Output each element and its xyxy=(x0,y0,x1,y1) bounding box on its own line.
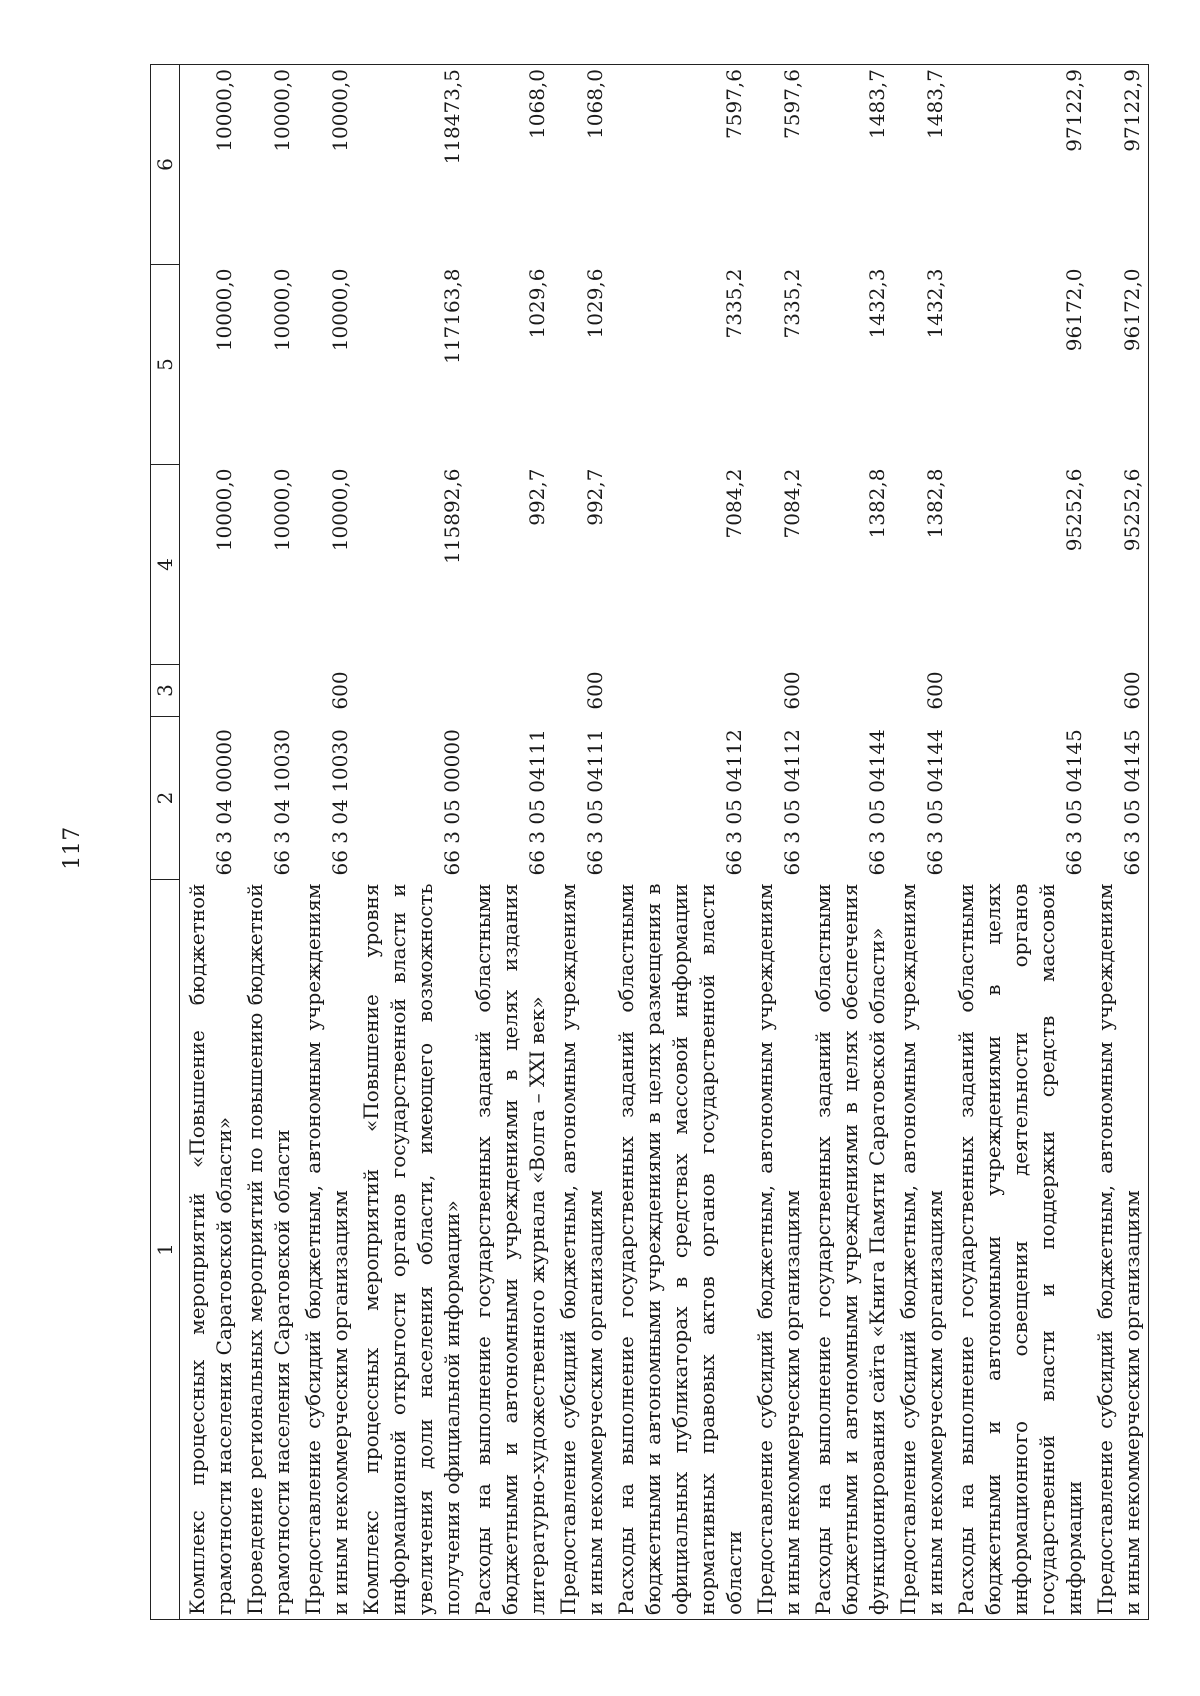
row-value-col6: 7597,6 xyxy=(750,65,808,265)
column-header-1: 1 xyxy=(151,880,180,1620)
table-row xyxy=(356,65,468,1620)
row-value-col4: 1382,8 xyxy=(865,468,889,539)
row-code: 66 3 05 04111 xyxy=(525,729,549,876)
table-row xyxy=(951,65,1090,1620)
row-name: Расходы на выполнение государственных заданий областными бюджетными и автономными учреждениями в целях информационного освещения деятельности органов государственной власти и поддержки средств массовой информации xyxy=(951,880,1090,1620)
row-code: 66 3 05 04144 xyxy=(865,729,889,876)
row-name: Предоставление субсидий бюджетным, автономным учреждениям и иным некоммерческим организациям xyxy=(893,880,951,1620)
row-code: 66 3 05 04111 xyxy=(583,729,607,876)
table-header xyxy=(151,65,180,1620)
row-value-col5: 96172,0 xyxy=(1090,265,1149,465)
row-expense-type xyxy=(180,665,241,717)
row-value-col5: 1432,3 xyxy=(923,268,947,339)
row-value-col4: 7084,2 xyxy=(722,468,746,539)
row-name: Расходы на выполнение государственных заданий областными бюджетными и автономными учреждениями в целях обеспечения функционирования сайта «Книга Памяти Саратовской области» xyxy=(808,880,893,1620)
row-value-col4: 10000,0 xyxy=(212,468,236,552)
row-expense-type xyxy=(951,665,1090,717)
row-value-col4: 115892,6 xyxy=(440,468,464,564)
row-value-col4: 992,7 xyxy=(583,468,607,526)
row-value-col5: 10000,0 xyxy=(270,268,294,352)
row-code: 66 3 05 04112 xyxy=(780,729,804,876)
row-name: Предоставление субсидий бюджетным, автономным учреждениям и иным некоммерческим организациям xyxy=(298,880,356,1620)
row-code: 66 3 05 04145 xyxy=(1062,729,1086,876)
row-value-col5: 7335,2 xyxy=(780,268,804,339)
row-code: 66 3 05 04144 xyxy=(923,729,947,876)
row-name: Расходы на выполнение государственных заданий областными бюджетными и автономными учреждениями в целях размещения в официальных публикаторах в средствах массовой информации нормативных правовых актов органов государственной власти области xyxy=(611,880,750,1620)
row-value-col5: 96172,0 xyxy=(1062,268,1086,352)
row-name: Предоставление субсидий бюджетным, автономным учреждениям и иным некоммерческим организациям xyxy=(553,880,611,1620)
table-row xyxy=(180,65,241,1620)
page-number: 117 xyxy=(60,826,85,870)
row-name: Предоставление субсидий бюджетным, автономным учреждениям и иным некоммерческим организациям xyxy=(750,880,808,1620)
table-row xyxy=(553,65,611,1620)
row-value-col4: 10000,0 xyxy=(270,468,294,552)
row-value-col5: 10000,0 xyxy=(212,268,236,352)
row-code: 66 3 05 04112 xyxy=(722,729,746,876)
column-header-3: 3 xyxy=(151,665,180,717)
table-row xyxy=(750,65,808,1620)
column-header-2: 2 xyxy=(151,717,180,880)
row-value-col6: 97122,9 xyxy=(1090,65,1149,265)
row-expense-type: 600 xyxy=(780,671,804,710)
row-name: Расходы на выполнение государственных заданий областными бюджетными и автономными учреждениями в целях издания литературно-художественного журнала «Волга – XXI век» xyxy=(468,880,553,1620)
table-row xyxy=(468,65,553,1620)
column-header-4: 4 xyxy=(151,465,180,665)
table-row xyxy=(1090,65,1149,1620)
row-expense-type xyxy=(468,665,553,717)
row-value-col5: 1029,6 xyxy=(583,268,607,339)
column-number-row xyxy=(151,65,180,1620)
row-value-col5: 117163,8 xyxy=(440,268,464,364)
table-row xyxy=(808,65,893,1620)
row-value-col4: 7084,2 xyxy=(780,468,804,539)
row-value-col4: 10000,0 xyxy=(328,468,352,552)
row-value-col6: 7597,6 xyxy=(611,65,750,265)
row-value-col4: 95252,6 xyxy=(1062,468,1086,552)
row-expense-type xyxy=(240,665,298,717)
row-value-col5: 10000,0 xyxy=(328,268,352,352)
row-expense-type xyxy=(611,665,750,717)
row-name: Комплекс процессных мероприятий «Повышение бюджетной грамотности населения Саратовской области» xyxy=(180,880,241,1620)
row-expense-type: 600 xyxy=(923,671,947,710)
row-code: 66 3 04 10030 xyxy=(328,729,352,876)
table-row xyxy=(240,65,298,1620)
table-row xyxy=(893,65,951,1620)
row-expense-type: 600 xyxy=(328,671,352,710)
row-value-col5: 1432,3 xyxy=(865,268,889,339)
row-name: Проведение региональных мероприятий по повышению бюджетной грамотности населения Саратовской области xyxy=(240,880,298,1620)
row-value-col6: 97122,9 xyxy=(951,65,1090,265)
row-name: Предоставление субсидий бюджетным, автономным учреждениям и иным некоммерческим организациям xyxy=(1090,880,1149,1620)
row-value-col6: 10000,0 xyxy=(298,65,356,265)
row-code: 66 3 05 04145 xyxy=(1090,717,1149,880)
row-value-col4: 1382,8 xyxy=(923,468,947,539)
row-code: 66 3 05 00000 xyxy=(440,729,464,876)
row-value-col6: 10000,0 xyxy=(240,65,298,265)
column-header-6: 6 xyxy=(151,65,180,265)
row-value-col5: 7335,2 xyxy=(722,268,746,339)
row-expense-type: 600 xyxy=(583,671,607,710)
row-value-col6: 118473,5 xyxy=(356,65,468,265)
budget-table xyxy=(150,64,1149,1620)
row-value-col5: 1029,6 xyxy=(525,268,549,339)
row-expense-type: 600 xyxy=(1090,665,1149,717)
row-expense-type xyxy=(808,665,893,717)
row-value-col6: 1068,0 xyxy=(553,65,611,265)
table-row xyxy=(611,65,750,1620)
row-value-col6: 1068,0 xyxy=(468,65,553,265)
row-name: Комплекс процессных мероприятий «Повышение уровня информационной открытости органов государственной власти и увеличения доли населения области, имеющего возможность получения официальной информации» xyxy=(356,880,468,1620)
row-expense-type xyxy=(356,665,468,717)
row-value-col6: 1483,7 xyxy=(808,65,893,265)
rotated-table-area xyxy=(150,65,1160,1620)
row-value-col6: 10000,0 xyxy=(180,65,241,265)
column-header-5: 5 xyxy=(151,265,180,465)
row-value-col6: 1483,7 xyxy=(893,65,951,265)
table-row xyxy=(298,65,356,1620)
row-code: 66 3 04 10030 xyxy=(270,729,294,876)
table-body xyxy=(180,65,1149,1620)
row-value-col4: 95252,6 xyxy=(1090,465,1149,665)
row-code: 66 3 04 00000 xyxy=(212,729,236,876)
row-value-col4: 992,7 xyxy=(525,468,549,526)
